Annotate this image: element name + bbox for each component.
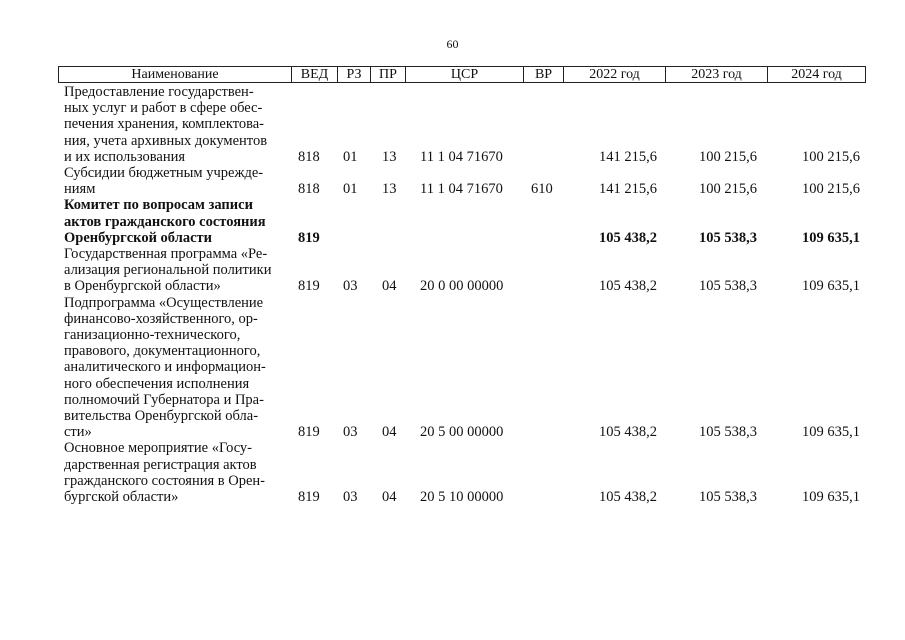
row-name [64,165,284,197]
cell-rz: 01 [343,181,358,198]
row-name [64,84,284,165]
row-name-line: ного обеспечения исполнения [64,375,250,392]
table-row [0,246,905,295]
cell-2024: 100 215,6 [802,148,860,165]
cell-ved: 819 [298,278,320,295]
cell-2023: 100 215,6 [699,181,757,198]
cell-ved: 818 [298,181,320,198]
cell-2022: 141 215,6 [599,148,657,165]
header-2023: 2023 год [665,67,767,82]
cell-csr: 11 1 04 71670 [420,181,503,198]
header-csr: ЦСР [405,67,523,82]
cell-2024: 109 635,1 [802,424,860,441]
row-name-line: Субсидии бюджетным учрежде- [64,165,264,182]
header-pr: ПР [370,67,405,82]
cell-2023: 105 538,3 [699,489,757,506]
row-name-line: гражданского состояния в Орен- [64,472,265,489]
row-name [64,197,284,246]
cell-ved: 818 [298,148,320,165]
cell-2022: 105 438,2 [599,229,657,246]
row-name-line: ниям [64,181,96,198]
row-name-line: ализация региональной политики [64,262,272,279]
cell-2022: 105 438,2 [599,278,657,295]
table-row [0,84,905,165]
row-name-line: и их использования [64,148,186,165]
table-row [0,295,905,441]
row-name-line: сти» [64,424,92,441]
cell-rz: 03 [343,489,358,506]
header-rz: РЗ [337,67,370,82]
row-name-line: правового, документационного, [64,343,261,360]
row-name [64,246,284,295]
table-header [58,66,866,83]
row-name-line: дарственная регистрация актов [64,456,257,473]
cell-2023: 100 215,6 [699,148,757,165]
cell-ved: 819 [298,424,320,441]
table-row [0,165,905,197]
cell-pr: 04 [382,489,397,506]
row-name-line: Предоставление государствен- [64,84,254,100]
cell-csr: 20 5 00 00000 [420,424,504,441]
cell-ved: 819 [298,489,320,506]
header-2024: 2024 год [767,67,865,82]
row-name-line: Комитет по вопросам записи [64,197,253,214]
cell-pr: 04 [382,278,397,295]
row-name-line: вительства Оренбургской обла- [64,408,259,425]
row-name [64,295,284,441]
cell-2024: 109 635,1 [802,278,860,295]
row-name-line: Государственная программа «Ре- [64,246,268,263]
cell-ved: 819 [298,229,320,246]
cell-csr: 20 0 00 00000 [420,278,504,295]
header-2022: 2022 год [563,67,665,82]
row-name-line: ных услуг и работ в сфере обес- [64,100,263,117]
row-name-line: Основное мероприятие «Госу- [64,440,253,457]
cell-rz: 03 [343,278,358,295]
table-row [0,440,905,505]
row-name-line: в Оренбургской области» [64,278,221,295]
row-name-line: финансово-хозяйственного, ор- [64,310,258,327]
cell-2024: 100 215,6 [802,181,860,198]
cell-2022: 105 438,2 [599,424,657,441]
cell-2024: 109 635,1 [802,489,860,506]
row-name-line: бургской области» [64,489,179,506]
row-name-line: Подпрограмма «Осуществление [64,294,264,311]
cell-rz: 03 [343,424,358,441]
row-name-line: печения хранения, комплектова- [64,116,265,133]
cell-rz: 01 [343,148,358,165]
header-ved: ВЕД [291,67,337,82]
row-name-line: ганизационно-технического, [64,327,241,344]
page-number: 60 [446,37,459,51]
cell-2022: 141 215,6 [599,181,657,198]
header-vr: ВР [523,67,563,82]
row-name-line: аналитического и информацион- [64,359,266,376]
row-name-line: полномочий Губернатора и Пра- [64,391,264,408]
cell-2023: 105 538,3 [699,229,757,246]
row-name-line: ния, учета архивных документов [64,132,268,149]
header-name: Наименование [131,67,219,82]
cell-2022: 105 438,2 [599,489,657,506]
cell-csr: 11 1 04 71670 [420,148,503,165]
row-name-line: Оренбургской области [64,229,212,246]
row-name [64,440,284,505]
cell-2024: 109 635,1 [802,229,860,246]
table-body [0,84,905,505]
row-name-line: актов гражданского состояния [64,213,266,230]
cell-2023: 105 538,3 [699,424,757,441]
table-row [0,197,905,246]
cell-pr: 04 [382,424,397,441]
cell-vr: 610 [531,181,553,198]
cell-pr: 13 [382,148,397,165]
cell-csr: 20 5 10 00000 [420,489,504,506]
cell-2023: 105 538,3 [699,278,757,295]
cell-pr: 13 [382,181,397,198]
